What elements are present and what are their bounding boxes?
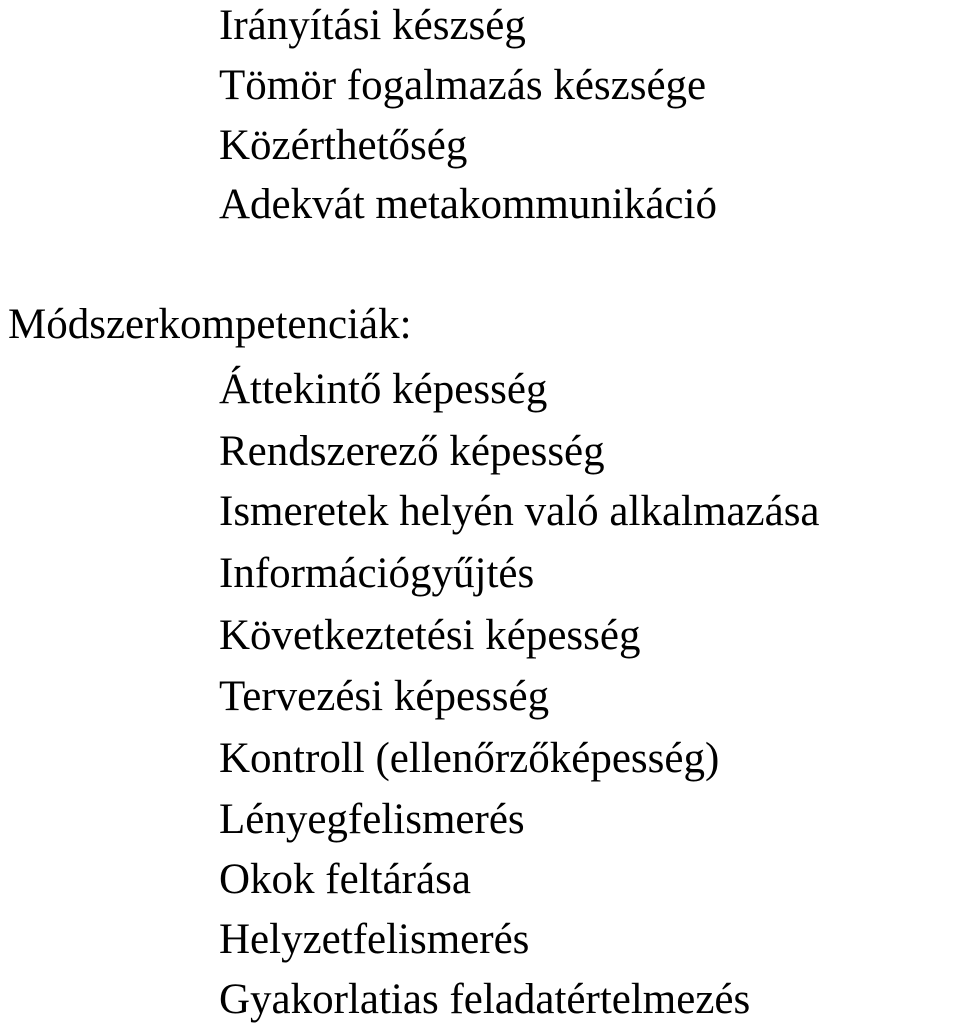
list-item: Tömör fogalmazás készsége xyxy=(219,62,707,109)
list-item: Adekvát metakommunikáció xyxy=(219,181,717,228)
list-item: Áttekintő képesség xyxy=(219,366,548,413)
list-item: Következtetési képesség xyxy=(219,612,641,659)
list-item: Közérthetőség xyxy=(219,122,468,169)
list-item: Lényegfelismerés xyxy=(219,796,525,843)
list-item: Rendszerező képesség xyxy=(219,428,605,475)
section-heading: Módszerkompetenciák: xyxy=(8,301,412,348)
list-item: Gyakorlatias feladatértelmezés xyxy=(219,976,751,1023)
list-item: Információgyűjtés xyxy=(219,550,535,597)
list-item: Tervezési képesség xyxy=(219,673,550,720)
list-item: Ismeretek helyén való alkalmazása xyxy=(219,488,820,535)
list-item: Kontroll (ellenőrzőképesség) xyxy=(219,735,720,782)
list-item: Helyzetfelismerés xyxy=(219,916,530,963)
list-item: Irányítási készség xyxy=(219,2,526,49)
list-item: Okok feltárása xyxy=(219,856,471,903)
